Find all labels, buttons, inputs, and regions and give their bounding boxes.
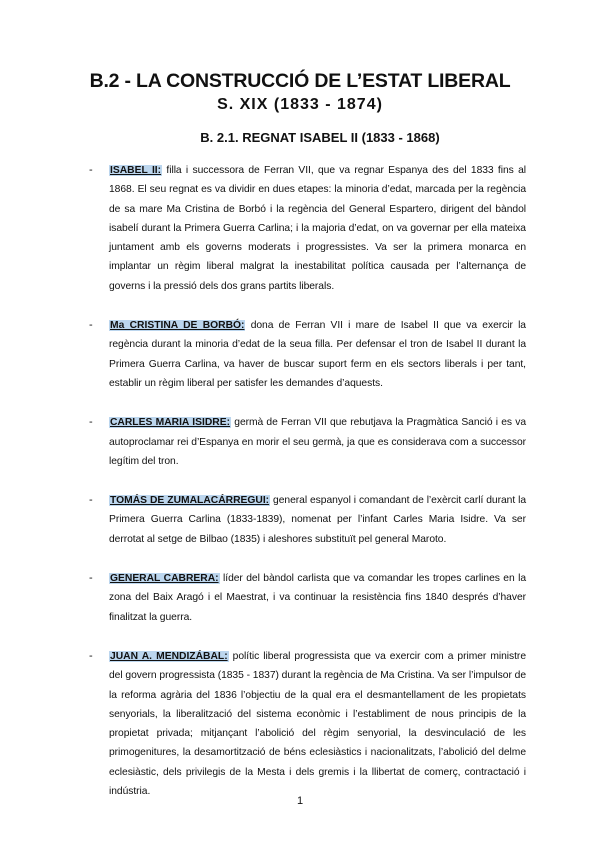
entry-name: CARLES MARIA ISIDRE: <box>110 417 231 429</box>
entry-name: Ma CRISTINA DE BORBÓ: <box>110 320 245 332</box>
entry-name: TOMÁS DE ZUMALACÁRREGUI: <box>110 495 270 507</box>
entry-cristina-borbo <box>0 316 600 393</box>
section-title: B. 2.1. REGNAT ISABEL II (1833 - 1868) <box>200 130 440 145</box>
entry-carles-maria-isidre <box>0 413 600 471</box>
entry-paragraph <box>109 491 526 549</box>
entry-description: germà de Ferran VII que rebutjava la Pragmàtica Sanció i es va autoproclamar rei d’Espanya en morir el seu germà, ja que es considerava com a successor legítim del tron. <box>109 417 526 467</box>
entry-mendizabal <box>0 647 600 801</box>
entry-paragraph <box>109 413 526 471</box>
entry-name: JUAN A. MENDIZÁBAL: <box>110 650 228 662</box>
entry-isabel-ii <box>0 161 600 296</box>
bullet-dash: - <box>89 164 93 176</box>
entry-general-cabrera <box>0 569 600 627</box>
entry-description: filla i successora de Ferran VII, que va regnar Espanya des del 1833 fins al 1868. El seu regnat es va dividir en dues etapes: la minoria d’edat, marcada per la regència de sa mare Ma Cristina de Borbó i la regència del General Espartero, dirigent del bàndol isabelí durant la Primera Guerra Carlina; i la majoria d’edat, on va governar per ella mateixa juntament amb els governs moderats i progressistes. Va ser la primera monarca en implantar un règim liberal malgrat la inestabilitat política causada per l’alternança de governs i la pressió dels dos grans partits liberals. <box>109 165 526 292</box>
entry-description: polític liberal progressista que va exercir com a primer ministre del govern progressista (1835 - 1837) durant la regència de Ma Cristina. Va ser l’impulsor de la reforma agrària del 1836 l’objectiu de la qual era el desmantellament de les propietats senyorials, la liberalització del sistema econòmic i l’establiment de nous principis de la propietat privada; mitjançant l’abolició del règim senyorial, la desvinculació de les primogenitures, la desamortització de béns eclesiàstics i nacionalitzats, l’abolició del delme eclesiàstic, dels privilegis de la Mesta i dels gremis i la llibertat de comerç, contractació i indústria. <box>109 650 526 798</box>
entry-list <box>0 161 600 821</box>
entry-paragraph <box>109 647 526 801</box>
entry-paragraph <box>109 161 526 296</box>
entry-paragraph <box>109 569 526 627</box>
entry-description: general espanyol i comandant de l’exèrcit carlí durant la Primera Guerra Carlina (1833-1839), nomenat per l’infant Carles Maria Isidre. Va ser derrotat al setge de Bilbao (1835) i aleshores substituït pel general Maroto. <box>109 495 526 545</box>
bullet-dash: - <box>89 494 93 507</box>
entry-name: ISABEL II: <box>110 165 162 176</box>
entry-description: líder del bàndol carlista que va comandar les tropes carlines en la zona del Baix Aragó i el Maestrat, i va continuar la resistència fins 1840 després d’haver finalitzat la guerra. <box>109 573 527 623</box>
bullet-dash: - <box>89 319 93 332</box>
entry-zumalacarregui <box>0 491 600 549</box>
entry-description: dona de Ferran VII i mare de Isabel II que va exercir la regència durant la minoria d’edat de la seua filla. Per defensar el tron de Isabel II durant la Primera Guerra Carlina, va haver de buscar suport ferm en els sectors liberals i per tant, establir un règim liberal per satisfer les demandes d’aquests. <box>109 320 526 389</box>
document-title: B.2 - LA CONSTRUCCIÓ DE L’ESTAT LIBERAL <box>89 70 511 92</box>
entry-paragraph <box>109 316 526 393</box>
entry-name: GENERAL CABRERA: <box>110 573 219 585</box>
bullet-dash: - <box>89 649 93 662</box>
bullet-dash: - <box>89 416 93 429</box>
document-subtitle: S. XIX (1833 - 1874) <box>217 96 383 113</box>
page-number: 1 <box>296 795 304 807</box>
bullet-dash: - <box>89 572 93 585</box>
